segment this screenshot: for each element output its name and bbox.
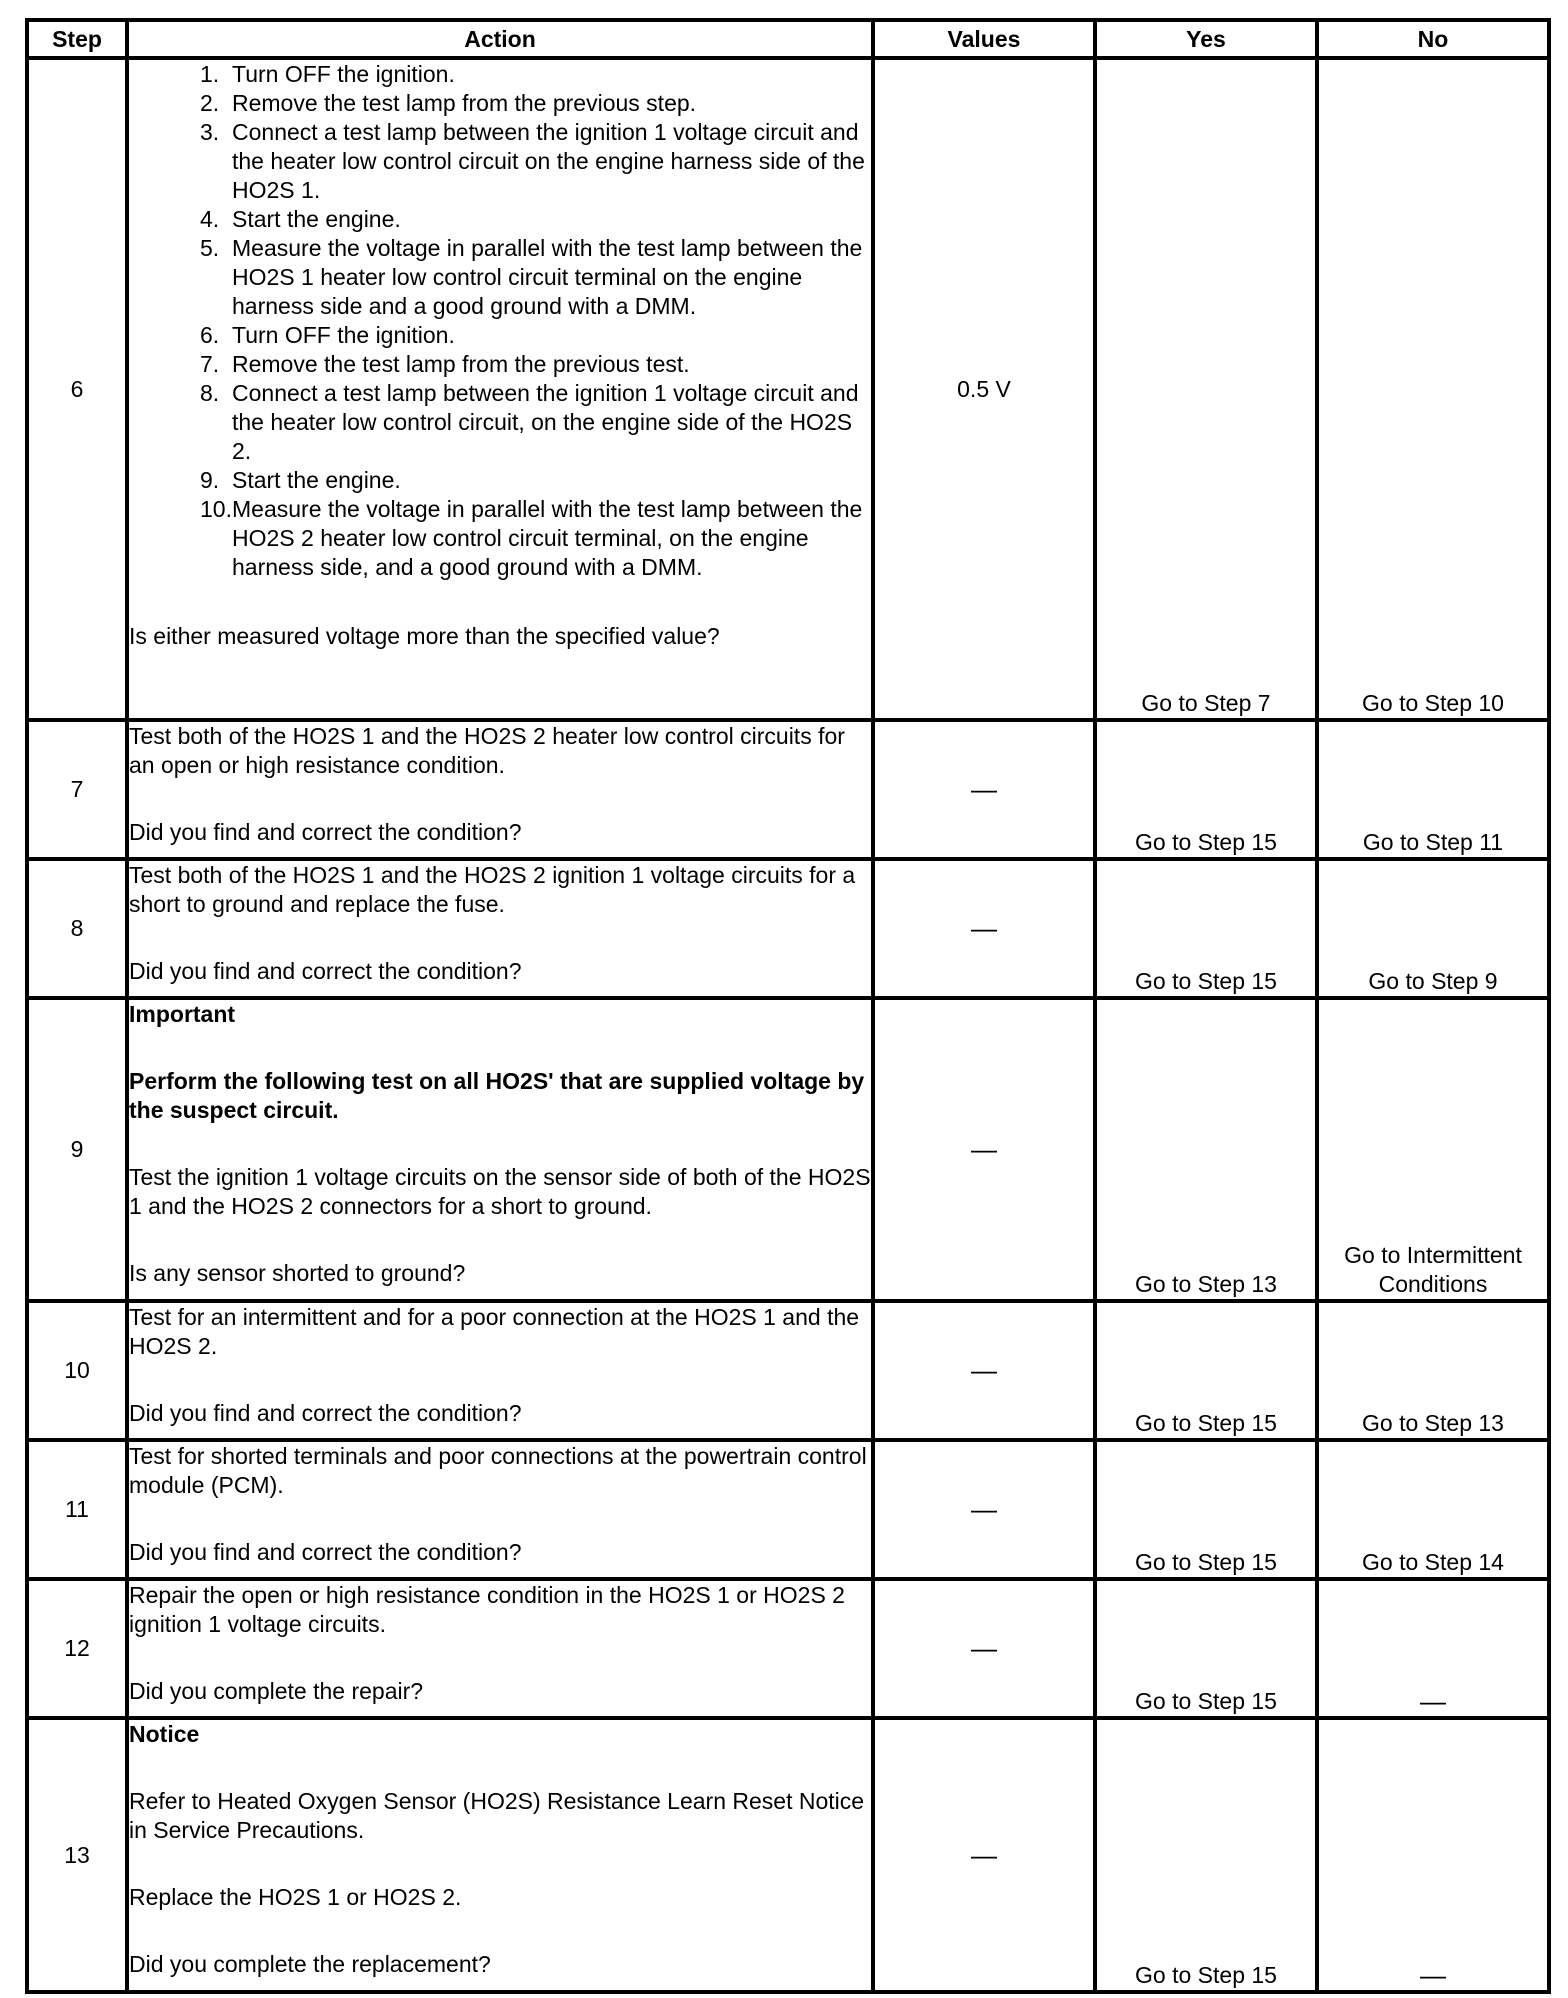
yes-cell: Go to Step 15 bbox=[1095, 859, 1317, 998]
header-action: Action bbox=[127, 20, 873, 58]
action-cell bbox=[127, 720, 873, 859]
no-cell: Go to Step 13 bbox=[1317, 1301, 1549, 1440]
table-row-7 bbox=[27, 720, 1549, 859]
table-row-13 bbox=[27, 1718, 1549, 1992]
notice-text: Refer to Heated Oxygen Sensor (HO2S) Resistance Learn Reset Notice in Service Precautions. bbox=[129, 1788, 865, 1843]
list-item: 7. Remove the test lamp from the previous test. bbox=[200, 351, 690, 377]
question-text: Is any sensor shorted to ground? bbox=[129, 1260, 466, 1286]
list-item: 9. Start the engine. bbox=[200, 467, 401, 493]
yes-cell: Go to Step 15 bbox=[1095, 1718, 1317, 1992]
list-item: 4. Start the engine. bbox=[200, 206, 401, 232]
question-text: Did you complete the replacement? bbox=[129, 1951, 491, 1977]
diagnostic-table bbox=[25, 18, 1551, 1994]
value-cell: — bbox=[873, 1718, 1095, 1992]
table-row-6 bbox=[27, 58, 1549, 720]
yes-cell: Go to Step 13 bbox=[1095, 998, 1317, 1301]
action-text: Test for shorted terminals and poor connections at the powertrain control module (PCM). bbox=[129, 1443, 867, 1498]
table-row-12 bbox=[27, 1579, 1549, 1718]
yes-cell: Go to Step 15 bbox=[1095, 1440, 1317, 1579]
no-cell: Go to Step 11 bbox=[1317, 720, 1549, 859]
list-item: 5. Measure the voltage in parallel with the test lamp between the HO2S 1 heater low control circuit terminal on the engine harness side and a good ground with a DMM. bbox=[200, 235, 863, 319]
action-text: Test the ignition 1 voltage circuits on the sensor side of both of the HO2S 1 and the HO2S 2 connectors for a short to ground. bbox=[129, 1164, 871, 1219]
no-cell: — bbox=[1317, 1579, 1549, 1718]
no-cell: Go to Step 14 bbox=[1317, 1440, 1549, 1579]
no-cell: Go to Step 10 bbox=[1317, 58, 1549, 720]
step-number: 13 bbox=[27, 1718, 127, 1992]
list-item: 2. Remove the test lamp from the previous step. bbox=[200, 90, 697, 116]
action-cell bbox=[127, 58, 873, 720]
table-row-9 bbox=[27, 998, 1549, 1301]
table-row-11 bbox=[27, 1440, 1549, 1579]
action-text: Replace the HO2S 1 or HO2S 2. bbox=[129, 1884, 462, 1910]
list-item: 8. Connect a test lamp between the ignition 1 voltage circuit and the heater low control circuit, on the engine side of the HO2S 2. bbox=[200, 380, 859, 464]
action-cell bbox=[127, 1440, 873, 1579]
yes-cell: Go to Step 15 bbox=[1095, 1301, 1317, 1440]
procedure-list bbox=[129, 60, 871, 582]
action-text: Repair the open or high resistance condition in the HO2S 1 or HO2S 2 ignition 1 voltage circuits. bbox=[129, 1582, 845, 1637]
question-text: Did you complete the repair? bbox=[129, 1678, 424, 1704]
question-text: Is either measured voltage more than the specified value? bbox=[129, 623, 720, 649]
value-cell: — bbox=[873, 859, 1095, 998]
step-number: 11 bbox=[27, 1440, 127, 1579]
header-values: Values bbox=[873, 20, 1095, 58]
value-cell: 0.5 V bbox=[873, 58, 1095, 720]
value-cell: — bbox=[873, 1579, 1095, 1718]
question-text: Did you find and correct the condition? bbox=[129, 819, 522, 845]
yes-cell: Go to Step 7 bbox=[1095, 58, 1317, 720]
question-text: Did you find and correct the condition? bbox=[129, 1400, 522, 1426]
action-text: Test both of the HO2S 1 and the HO2S 2 heater low control circuits for an open or high resistance condition. bbox=[129, 723, 845, 778]
header-no: No bbox=[1317, 20, 1549, 58]
action-cell bbox=[127, 859, 873, 998]
table-row-8 bbox=[27, 859, 1549, 998]
action-cell bbox=[127, 1301, 873, 1440]
step-number: 6 bbox=[27, 58, 127, 720]
step-number: 8 bbox=[27, 859, 127, 998]
value-cell: — bbox=[873, 720, 1095, 859]
value-cell: — bbox=[873, 998, 1095, 1301]
yes-cell: Go to Step 15 bbox=[1095, 720, 1317, 859]
list-item: 6. Turn OFF the ignition. bbox=[200, 322, 455, 348]
notice-heading: Notice bbox=[129, 1721, 200, 1747]
value-cell: — bbox=[873, 1440, 1095, 1579]
step-number: 9 bbox=[27, 998, 127, 1301]
important-text: Perform the following test on all HO2S' that are supplied voltage by the suspect circuit. bbox=[129, 1068, 865, 1123]
question-text: Did you find and correct the condition? bbox=[129, 1539, 522, 1565]
list-item: 1. Turn OFF the ignition. bbox=[200, 61, 455, 87]
diagnostic-sheet bbox=[25, 18, 1547, 1994]
step-number: 7 bbox=[27, 720, 127, 859]
header-row bbox=[27, 20, 1549, 58]
no-cell-text: Go to Intermittent Conditions bbox=[1344, 1242, 1522, 1297]
no-cell: — bbox=[1317, 1718, 1549, 1992]
yes-cell: Go to Step 15 bbox=[1095, 1579, 1317, 1718]
important-heading: Important bbox=[129, 1001, 236, 1027]
table-row-10 bbox=[27, 1301, 1549, 1440]
action-text: Test for an intermittent and for a poor connection at the HO2S 1 and the HO2S 2. bbox=[129, 1304, 860, 1359]
step-number: 12 bbox=[27, 1579, 127, 1718]
list-item: 3. Connect a test lamp between the ignition 1 voltage circuit and the heater low control circuit on the engine harness side of the HO2S 1. bbox=[200, 119, 865, 203]
header-step: Step bbox=[27, 20, 127, 58]
action-cell bbox=[127, 1718, 873, 1992]
no-cell: Go to Step 9 bbox=[1317, 859, 1549, 998]
action-cell bbox=[127, 998, 873, 1301]
step-number: 10 bbox=[27, 1301, 127, 1440]
action-text: Test both of the HO2S 1 and the HO2S 2 ignition 1 voltage circuits for a short to ground and replace the fuse. bbox=[129, 862, 856, 917]
header-yes: Yes bbox=[1095, 20, 1317, 58]
question-text: Did you find and correct the condition? bbox=[129, 958, 522, 984]
list-item: 10. Measure the voltage in parallel with the test lamp between the HO2S 2 heater low control circuit terminal, on the engine harness side, and a good ground with a DMM. bbox=[200, 496, 863, 580]
value-cell: — bbox=[873, 1301, 1095, 1440]
no-cell bbox=[1317, 998, 1549, 1301]
action-cell bbox=[127, 1579, 873, 1718]
